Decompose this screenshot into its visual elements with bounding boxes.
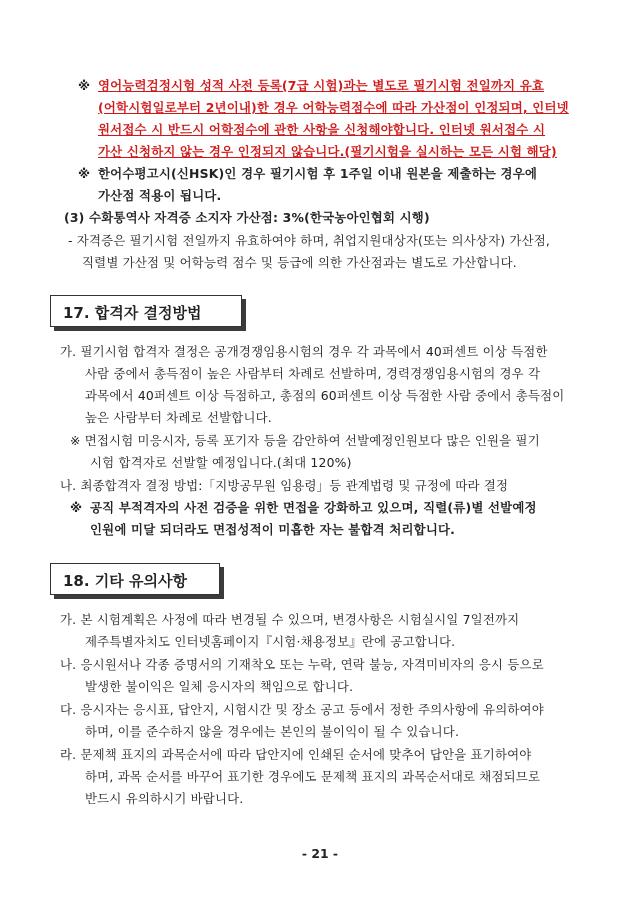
- s18-na-line-2: 발생한 불이익은 일체 응시자의 책임으로 합니다.: [85, 679, 354, 694]
- s17-ga-line-3: 과목에서 40퍼센트 이상 득점하고, 총점의 60퍼센트 이상 득점한 사람 중에서 총득점이: [85, 388, 565, 403]
- s17-ga-line-2: 사람 중에서 총득점이 높은 사람부터 차례로 선발하며, 경력경쟁임용시험의 경우 각: [85, 366, 541, 381]
- s18-ga-line-2: 제주특별자치도 인터넷홈페이지『시험·채용정보』란에 공고합니다.: [85, 634, 456, 649]
- s17-bold-note-line-2: 인원에 미달 되더라도 면접성적이 미흡한 자는 불합격 처리합니다.: [90, 522, 456, 537]
- s18-na-line-1: 나. 응시원서나 각종 증명서의 기재착오 또는 누락, 연락 불능, 자격미비자의 응시 등으로: [60, 657, 544, 672]
- s17-ga-line-4: 높은 사람부터 차례로 선발합니다.: [85, 410, 272, 425]
- section-18-header: [50, 563, 220, 595]
- note1-line-3: 원서접수 시 반드시 어학점수에 관한 사항을 신청해야합니다. 인터넷 원서접수 시: [98, 122, 546, 137]
- page-number: - 21 -: [301, 846, 339, 861]
- s18-ra-line-1: 라. 문제책 표지의 과목순서에 따라 답안지에 인쇄된 순서에 맞추어 답안을 표기하여야: [60, 747, 532, 762]
- item3-line: (3) 수화통역사 자격증 소지자 가산점: 3%(한국농아인협회 시행): [64, 210, 430, 225]
- s17-bold-note-line-1: ※ 공직 부적격자의 사전 검증을 위한 면접을 강화하고 있으며, 직렬(류)별 선발예정: [70, 500, 537, 515]
- reference-mark: ※: [78, 166, 91, 181]
- note2-line-1: ※ 한어수평고시(신HSK)인 경우 필기시험 후 1주일 이내 원본을 제출하는 경우에: [78, 166, 538, 181]
- note1-line-2: (어학시험일로부터 2년이내)한 경우 어학능력점수에 따라 가산점이 인정되며, 인터넷: [98, 100, 569, 115]
- dash-line-2: 직렬별 가산점 및 어학능력 점수 및 등급에 의한 가산점과는 별도로 가산합니다.: [82, 255, 517, 270]
- dash-line-1: - 자격증은 필기시험 전일까지 유효하여야 하며, 취업지원대상자(또는 의사상자) 가산점,: [68, 233, 551, 248]
- s18-ra-line-3: 반드시 유의하시기 바랍니다.: [85, 791, 244, 806]
- note1-line-1: ※ 영어능력검정시험 성적 사전 등록(7급 시험)과는 별도로 필기시험 전일까지 유효: [78, 78, 545, 93]
- s17-ga-line-1: 가. 필기시험 합격자 결정은 공개경쟁임용시험의 경우 각 과목에서 40퍼센트 이상 득점한: [60, 344, 548, 359]
- note2-line-2: 가산점 적용이 됩니다.: [98, 188, 222, 203]
- section-17-title: 17. 합격자 결정방법: [63, 304, 202, 322]
- s18-da-line-1: 다. 응시자는 응시표, 답안지, 시험시간 및 장소 공고 등에서 정한 주의사항에 유의하여야: [60, 702, 544, 717]
- reference-mark: ※: [70, 500, 83, 515]
- section-18-title: 18. 기타 유의사항: [63, 572, 187, 590]
- s17-note-line-2: 시험 합격자로 선발할 예정입니다.(최대 120%): [90, 455, 352, 470]
- s18-da-line-2: 하며, 이를 준수하지 않을 경우에는 본인의 불이익이 될 수 있습니다.: [85, 724, 460, 739]
- s17-na-line: 나. 최종합격자 결정 방법:「지방공무원 임용령」등 관계법령 및 규정에 따라 결정: [60, 478, 509, 493]
- reference-mark: ※: [78, 78, 91, 93]
- s18-ra-line-2: 하며, 과목 순서를 바꾸어 표기한 경우에도 문제책 표지의 과목순서대로 채점되므로: [85, 769, 541, 784]
- s17-note-line-1: ※ 면접시험 미응시자, 등록 포기자 등을 감안하여 선발예정인원보다 많은 인원을 필기: [70, 433, 540, 448]
- s18-ga-line-1: 가. 본 시험계획은 사정에 따라 변경될 수 있으며, 변경사항은 시험실시일 7일전까지: [60, 612, 520, 627]
- note1-line-4: 가산 신청하지 않는 경우 인정되지 않습니다.(필기시험을 실시하는 모든 시험 해당): [98, 144, 557, 159]
- section-17-header: [50, 295, 242, 327]
